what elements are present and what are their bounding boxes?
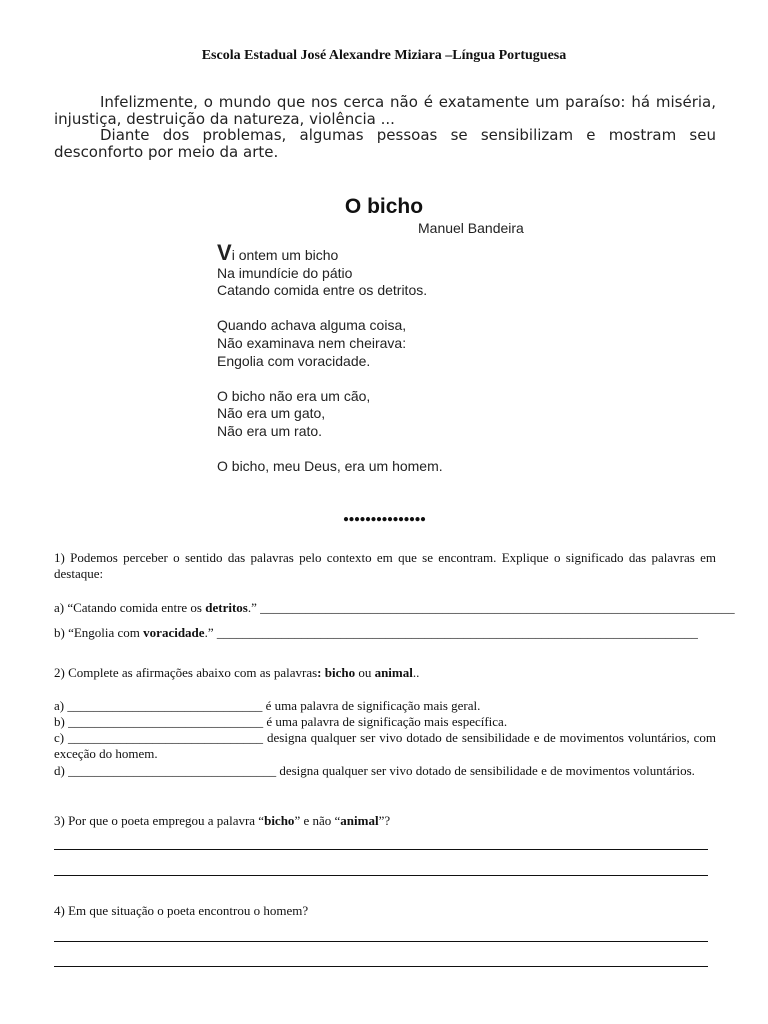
poem-line: Engolia com voracidade.	[217, 352, 371, 369]
q3-text-end: ”?	[378, 813, 391, 828]
intro-paragraph-1: Infelizmente, o mundo que nos cerca não é exatamente um paraíso: há miséria, injustiça, destruição da natureza, violência ...	[54, 94, 716, 128]
poem-stanza-2	[217, 317, 443, 370]
question-2-item-c: c) ______________________________ designa qualquer ser vivo dotado de sensibilidade e de movimentos voluntários, com exceção do homem.	[54, 730, 716, 761]
poem-line: O bicho, meu Deus, era um homem.	[217, 458, 443, 475]
q1b-keyword: voracidade	[143, 625, 205, 640]
poem-line: Não examinava nem cheirava:	[217, 334, 407, 351]
q1a-answer-line: .” _________________________________________________________________________	[247, 600, 735, 615]
answer-line[interactable]	[54, 941, 708, 942]
question-1-item-a	[54, 600, 735, 616]
poem-ellipsis: ...............	[342, 498, 426, 527]
poem-author: Manuel Bandeira	[418, 220, 524, 236]
q2-prompt-or: ou	[355, 665, 375, 680]
poem-line: Não era um rato.	[217, 422, 323, 439]
q2-prompt-end: ..	[412, 665, 420, 680]
q1b-answer-line: .” __________________________________________________________________________	[204, 625, 698, 640]
q3-keyword-bicho: bicho	[264, 813, 295, 828]
question-2-prompt	[54, 665, 716, 681]
question-2-item-d: d) ________________________________ designa qualquer ser vivo dotado de sensibilidade e de movimentos voluntários.	[54, 763, 695, 778]
question-3-prompt	[54, 813, 716, 829]
q3-text: 3) Por que o poeta empregou a palavra “	[54, 813, 265, 828]
answer-line[interactable]	[54, 875, 708, 876]
intro-paragraph-2: Diante dos problemas, algumas pessoas se sensibilizam e mostram seu desconforto por meio da arte.	[54, 126, 716, 161]
poem-line-text: i ontem um bicho	[231, 247, 339, 263]
question-1-prompt: 1) Podemos perceber o sentido das palavras pelo contexto em que se encontram. Explique o significado das palavras em destaque:	[54, 550, 716, 581]
intro-text	[54, 94, 716, 162]
drop-cap: V	[217, 240, 232, 265]
q2-keyword-bicho: : bicho	[317, 665, 356, 680]
school-header: Escola Estadual José Alexandre Miziara –Língua Portuguesa	[201, 48, 567, 63]
poem-line: O bicho não era um cão,	[217, 387, 371, 404]
answer-line[interactable]	[54, 849, 708, 850]
poem-line: Na imundície do pátio	[217, 264, 353, 281]
question-2-item-b: b) ______________________________ é uma palavra de significação mais específica.	[54, 714, 508, 729]
poem-line: Catando comida entre os detritos.	[217, 282, 428, 299]
q2-prompt-text: 2) Complete as afirmações abaixo com as palavras	[54, 665, 318, 680]
question-2-item-a: a) ______________________________ é uma palavra de significação mais geral.	[54, 698, 481, 713]
q3-text-mid: ” e não “	[294, 813, 341, 828]
poem-body	[217, 240, 443, 476]
poem-line: Não era um gato,	[217, 405, 326, 422]
question-4-prompt: 4) Em que situação o poeta encontrou o homem?	[54, 903, 309, 918]
q1a-text: a) “Catando comida entre os	[54, 600, 206, 615]
q1a-keyword: detritos	[205, 600, 248, 615]
poem-line	[217, 240, 443, 265]
q2-keyword-animal: animal	[374, 665, 413, 680]
poem-title: O bicho	[344, 195, 424, 218]
q1b-text: b) “Engolia com	[54, 625, 144, 640]
poem-stanza-4	[217, 458, 443, 476]
poem-stanza-1	[217, 240, 443, 300]
poem-line: Quando achava alguma coisa,	[217, 317, 407, 334]
poem-stanza-3	[217, 388, 443, 441]
q3-keyword-animal: animal	[340, 813, 379, 828]
answer-line[interactable]	[54, 966, 708, 967]
question-1-item-b	[54, 625, 716, 641]
